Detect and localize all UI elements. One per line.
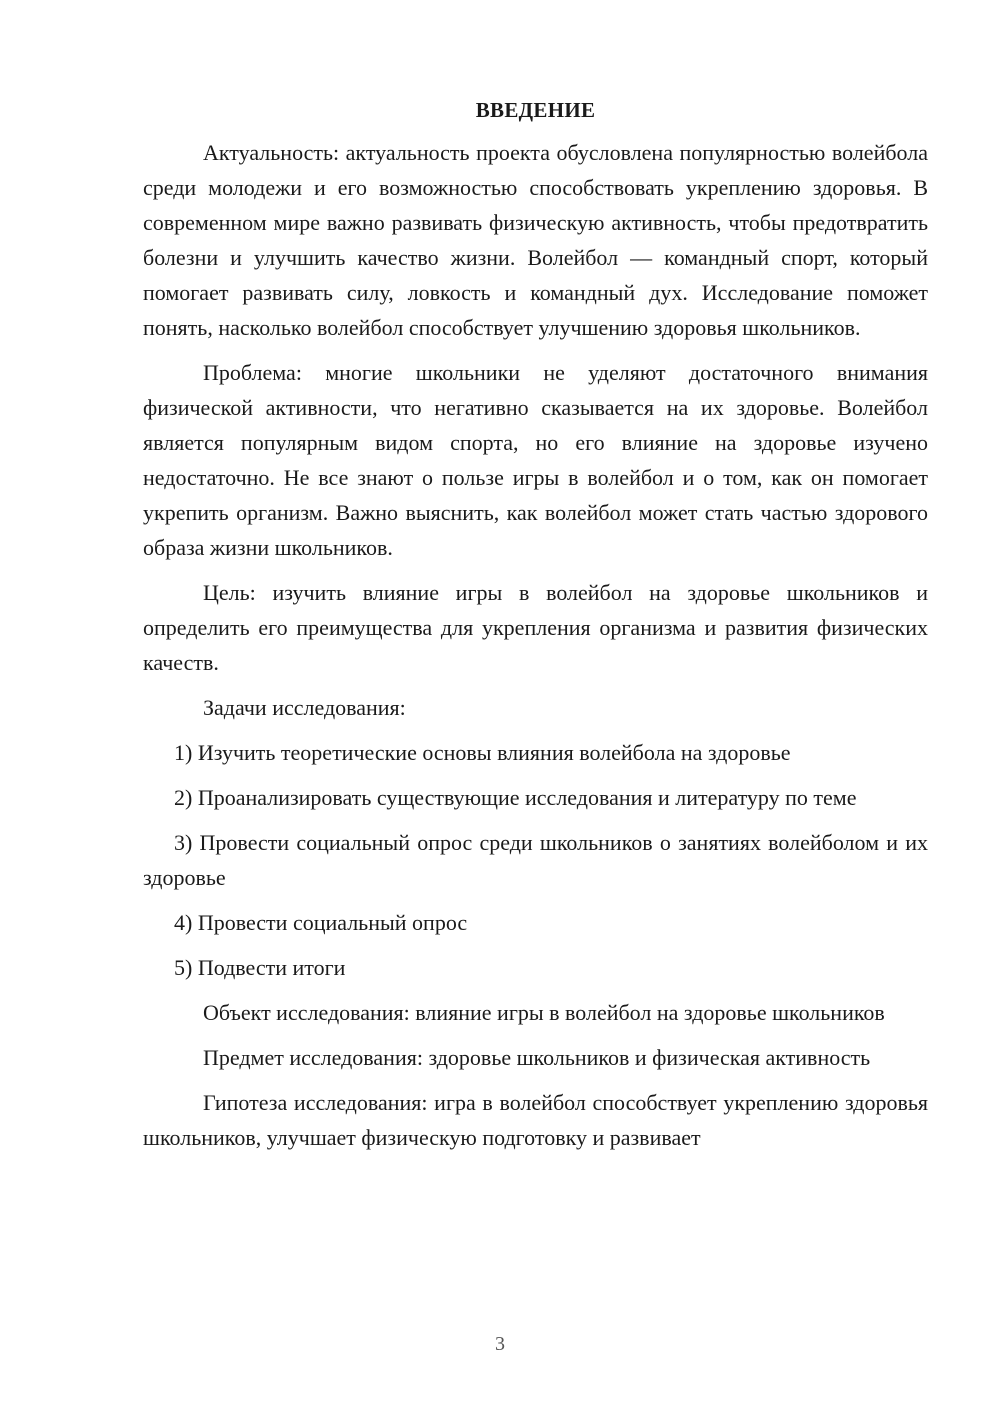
page-content xyxy=(143,95,928,1165)
task-item-1: 1) Изучить теоретические основы влияния волейбола на здоровье xyxy=(174,740,791,765)
task-item-2: 2) Проанализировать существующие исследования и литературу по теме xyxy=(174,785,857,810)
paragraph-subject: Предмет исследования: здоровье школьников и физическая активность xyxy=(203,1045,871,1070)
paragraph-goal: Цель: изучить влияние игры в волейбол на здоровье школьников и определить его преимущества для укрепления организма и развития физических качеств. xyxy=(143,580,928,675)
task-item-3: 3) Провести социальный опрос среди школьников о занятиях волейболом и их здоровье xyxy=(143,830,928,890)
section-title: ВВЕДЕНИЕ xyxy=(475,98,596,122)
task-item-5: 5) Подвести итоги xyxy=(174,955,346,980)
page-number: 3 xyxy=(495,1333,505,1355)
tasks-heading: Задачи исследования: xyxy=(203,695,406,720)
paragraph-object: Объект исследования: влияние игры в волейбол на здоровье школьников xyxy=(203,1000,885,1025)
paragraph-hypothesis: Гипотеза исследования: игра в волейбол способствует укреплению здоровья школьников, улучшает физическую подготовку и развивает xyxy=(143,1090,928,1150)
task-item-4: 4) Провести социальный опрос xyxy=(174,910,468,935)
paragraph-relevance: Актуальность: актуальность проекта обусловлена популярностью волейбола среди молодежи и его возможностью способствовать укреплению здоровья. В современном мире важно развивать физическую активность, чтобы предотвратить болезни и улучшить качество жизни. Волейбол — командный спорт, который помогает развивать силу, ловкость и командный дух. Исследование поможет понять, насколько волейбол способствует улучшению здоровья школьников. xyxy=(143,140,928,340)
paragraph-problem: Проблема: многие школьники не уделяют достаточного внимания физической активности, что негативно сказывается на их здоровье. Волейбол является популярным видом спорта, но его влияние на здоровье изучено недостаточно. Не все знают о пользе игры в волейбол и о том, как он помогает укрепить организм. Важно выяснить, как волейбол может стать частью здорового образа жизни школьников. xyxy=(143,360,928,560)
